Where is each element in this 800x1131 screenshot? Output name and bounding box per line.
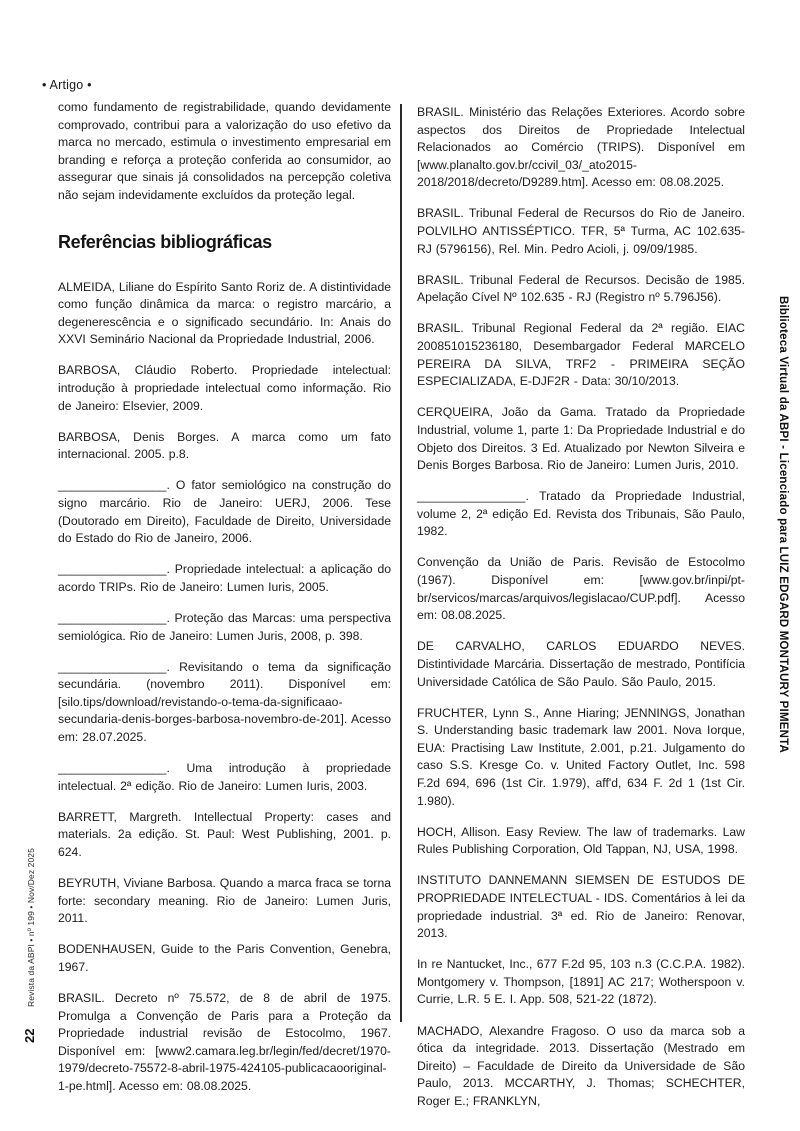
journal-edition-vertical-label: Revista da ABPI • nº 199 • Nov/Dez 2025 xyxy=(26,848,36,1007)
reference-entry: BEYRUTH, Viviane Barbosa. Quando a marca fraca se torna forte: secondary meaning. Rio de Janeiro: Lumen Juris, 2011. xyxy=(58,876,391,926)
reference-entry: ALMEIDA, Liliane do Espírito Santo Roriz de. A distintividade como função dinâmica da marca: o registro marcário, a degenerescência e o significado secundário. In: Anais do XXVI Seminário Nacional da Propriedade Industrial, 2006. xyxy=(58,279,391,347)
reference-entry: ________________. Revisitando o tema da significação secundária. (novembro 2011). Disponível em: [silo.tips/download/revistando-o-tema-da-significaao-secundaria-denis-borges-barbosa-novembro-de-201]. Acesso em: 28.07.2025. xyxy=(58,659,391,745)
reference-entry: CERQUEIRA, João da Gama. Tratado da Propriedade Industrial, volume 1, parte 1: Da Propriedade Industrial e do Objeto dos Direitos. 3 Ed. Atualizado por Newton Silveira e Denis Borges Barbosa. Rio de Janeiro: Lumen Juris, 2010. xyxy=(417,405,745,473)
references-list-right xyxy=(417,104,745,1111)
reference-entry: BRASIL. Decreto nº 75.572, de 8 de abril de 1975. Promulga a Convenção de Paris para a Proteção da Propriedade industrial revisão de Estocolmo, 1967. Disponível em: [www2.camara.leg.br/legin/fed/decret/1970-1979/decreto-75572-8-abril-1975-424105-publicacaooriginal-1-pe.html]. Acesso em: 08.08.2025. xyxy=(58,991,391,1094)
reference-entry: BARBOSA, Denis Borges. A marca como um fato internacional. 2005. p.8. xyxy=(58,429,391,462)
page-number: 22 xyxy=(22,1028,37,1043)
references-list-left xyxy=(58,279,391,1096)
reference-entry: ________________. Proteção das Marcas: uma perspectiva semiológica. Rio de Janeiro: Lumen Juris, 2008, p. 398. xyxy=(58,610,391,643)
reference-entry: BODENHAUSEN, Guide to the Paris Convention, Genebra, 1967. xyxy=(58,942,391,974)
intro-paragraph: como fundamento de registrabilidade, quando devidamente comprovado, contribui para a valorização do uso efetivo da marca no mercado, estimula o investimento empresarial em branding e reforça a proteção conferida ao consumidor, ao assegurar que sinais já consolidados na percepção coletiva não sejam indevidamente excluídos da proteção legal. xyxy=(58,100,391,202)
reference-entry: In re Nantucket, Inc., 677 F.2d 95, 103 n.3 (C.C.P.A. 1982). Montgomery v. Thompson, [1891] AC 217; Wotherspoon v. Currie, L.R. 5 E. I. App. 508, 521-22 (1872). xyxy=(417,957,745,1007)
reference-entry: BARRETT, Margreth. Intellectual Property: cases and materials. 2a edição. St. Paul: West Publishing, 2001. p. 624. xyxy=(58,809,391,859)
right-column xyxy=(417,104,745,1124)
reference-entry: BRASIL. Tribunal Federal de Recursos do Rio de Janeiro. POLVILHO ANTISSÉPTICO. TFR, 5ª Turma, AC 102.635-RJ (5796156), Rel. Min. Pedro Acioli, j. 09/09/1985. xyxy=(417,206,745,256)
left-column xyxy=(58,99,391,1109)
reference-entry: BRASIL. Tribunal Federal de Recursos. Decisão de 1985. Apelação Cível Nº 102.635 - RJ (Registro nº 5.796J56). xyxy=(417,272,745,305)
reference-entry: MACHADO, Alexandre Fragoso. O uso da marca sob a ótica da integridade. 2013. Dissertação (Mestrado em Direito) – Faculdade de Direito da Universidade de São Paulo, 2013. MCCARTHY, J. Thomas; SCHECHTER, Roger E.; FRANKLYN, xyxy=(417,1023,745,1108)
section-title-references: Referências bibliográficas xyxy=(58,231,272,252)
reference-entry: ________________. Uma introdução à propriedade intelectual. 2ª edição. Rio de Janeiro: Lumen Iuris, 2003. xyxy=(58,761,391,793)
reference-entry: DE CARVALHO, CARLOS EDUARDO NEVES. Distintividade Marcária. Dissertação de mestrado, Pontifícia Universidade Católica de São Paulo. São Paulo, 2015. xyxy=(417,639,745,689)
reference-entry: HOCH, Allison. Easy Review. The law of trademarks. Law Rules Publishing Corporation, Old Tappan, NJ, USA, 1998. xyxy=(417,824,745,857)
reference-entry: BARBOSA, Cláudio Roberto. Propriedade intelectual: introdução à propriedade intelectual como informação. Rio de Janeiro: Elsevier, 2009. xyxy=(58,363,391,413)
article-kicker: • Artigo • xyxy=(42,78,92,92)
reference-entry: ________________. O fator semiológico na construção do signo marcário. Rio de Janeiro: UERJ, 2006. Tese (Doutorado em Direito), Faculdade de Direito, Universidade do Estado do Rio de Janeiro, 2006. xyxy=(58,478,391,546)
reference-entry: BRASIL. Ministério das Relações Exteriores. Acordo sobre aspectos dos Direitos de Propriedade Intelectual Relacionados ao Comércio (TRIPS). Disponível em [www.planalto.gov.br/ccivil_03/_ato2015-2018/2018/decreto/D9289.htm]. Acesso em: 08.08.2025. xyxy=(417,105,745,190)
reference-entry: FRUCHTER, Lynn S., Anne Hiaring; JENNINGS, Jonathan S. Understanding basic trademark law 2001. Nova Iorque, EUA: Practising Law Institute, 2.001, p.21. Julgamento do caso S.S. Kresge Co. v. United Factory Outlet, Inc. 598 F.2d 694, 696 (1st Cir. 1.979), aff'd, 634 F. 2d 1 (1st Cir. 1.980). xyxy=(417,705,745,808)
reference-entry: Convenção da União de Paris. Revisão de Estocolmo (1967). Disponível em: [www.gov.br/inpi/pt-br/servicos/marcas/arquivos/legislacao/CUP.pdf]. Acesso em: 08.08.2025. xyxy=(417,555,745,623)
library-license-vertical-label: Biblioteca Virtual da ABPI - Licenciado para LUIZ EDGARD MONTAURY PIMENTA xyxy=(777,296,789,753)
reference-entry: ________________. Propriedade intelectual: a aplicação do acordo TRIPs. Rio de Janeiro: Lumen Iuris, 2005. xyxy=(58,562,391,594)
column-divider-rule xyxy=(400,104,402,1022)
reference-entry: BRASIL. Tribunal Regional Federal da 2ª região. EIAC 200851015236180, Desembargador Federal MARCELO PEREIRA DA SILVA, TRF2 - PRIMEIRA SEÇÃO ESPECIALIZADA, E-DJF2R - Data: 30/10/2013. xyxy=(417,321,745,389)
reference-entry: ________________. Tratado da Propriedade Industrial, volume 2, 2ª edição Ed. Revista dos Tribunais, São Paulo, 1982. xyxy=(417,489,745,539)
reference-entry: INSTITUTO DANNEMANN SIEMSEN DE ESTUDOS DE PROPRIEDADE INTELECTUAL - IDS. Comentários à lei da propriedade industrial. 3ª ed. Rio de Janeiro: Renovar, 2013. xyxy=(417,873,745,941)
